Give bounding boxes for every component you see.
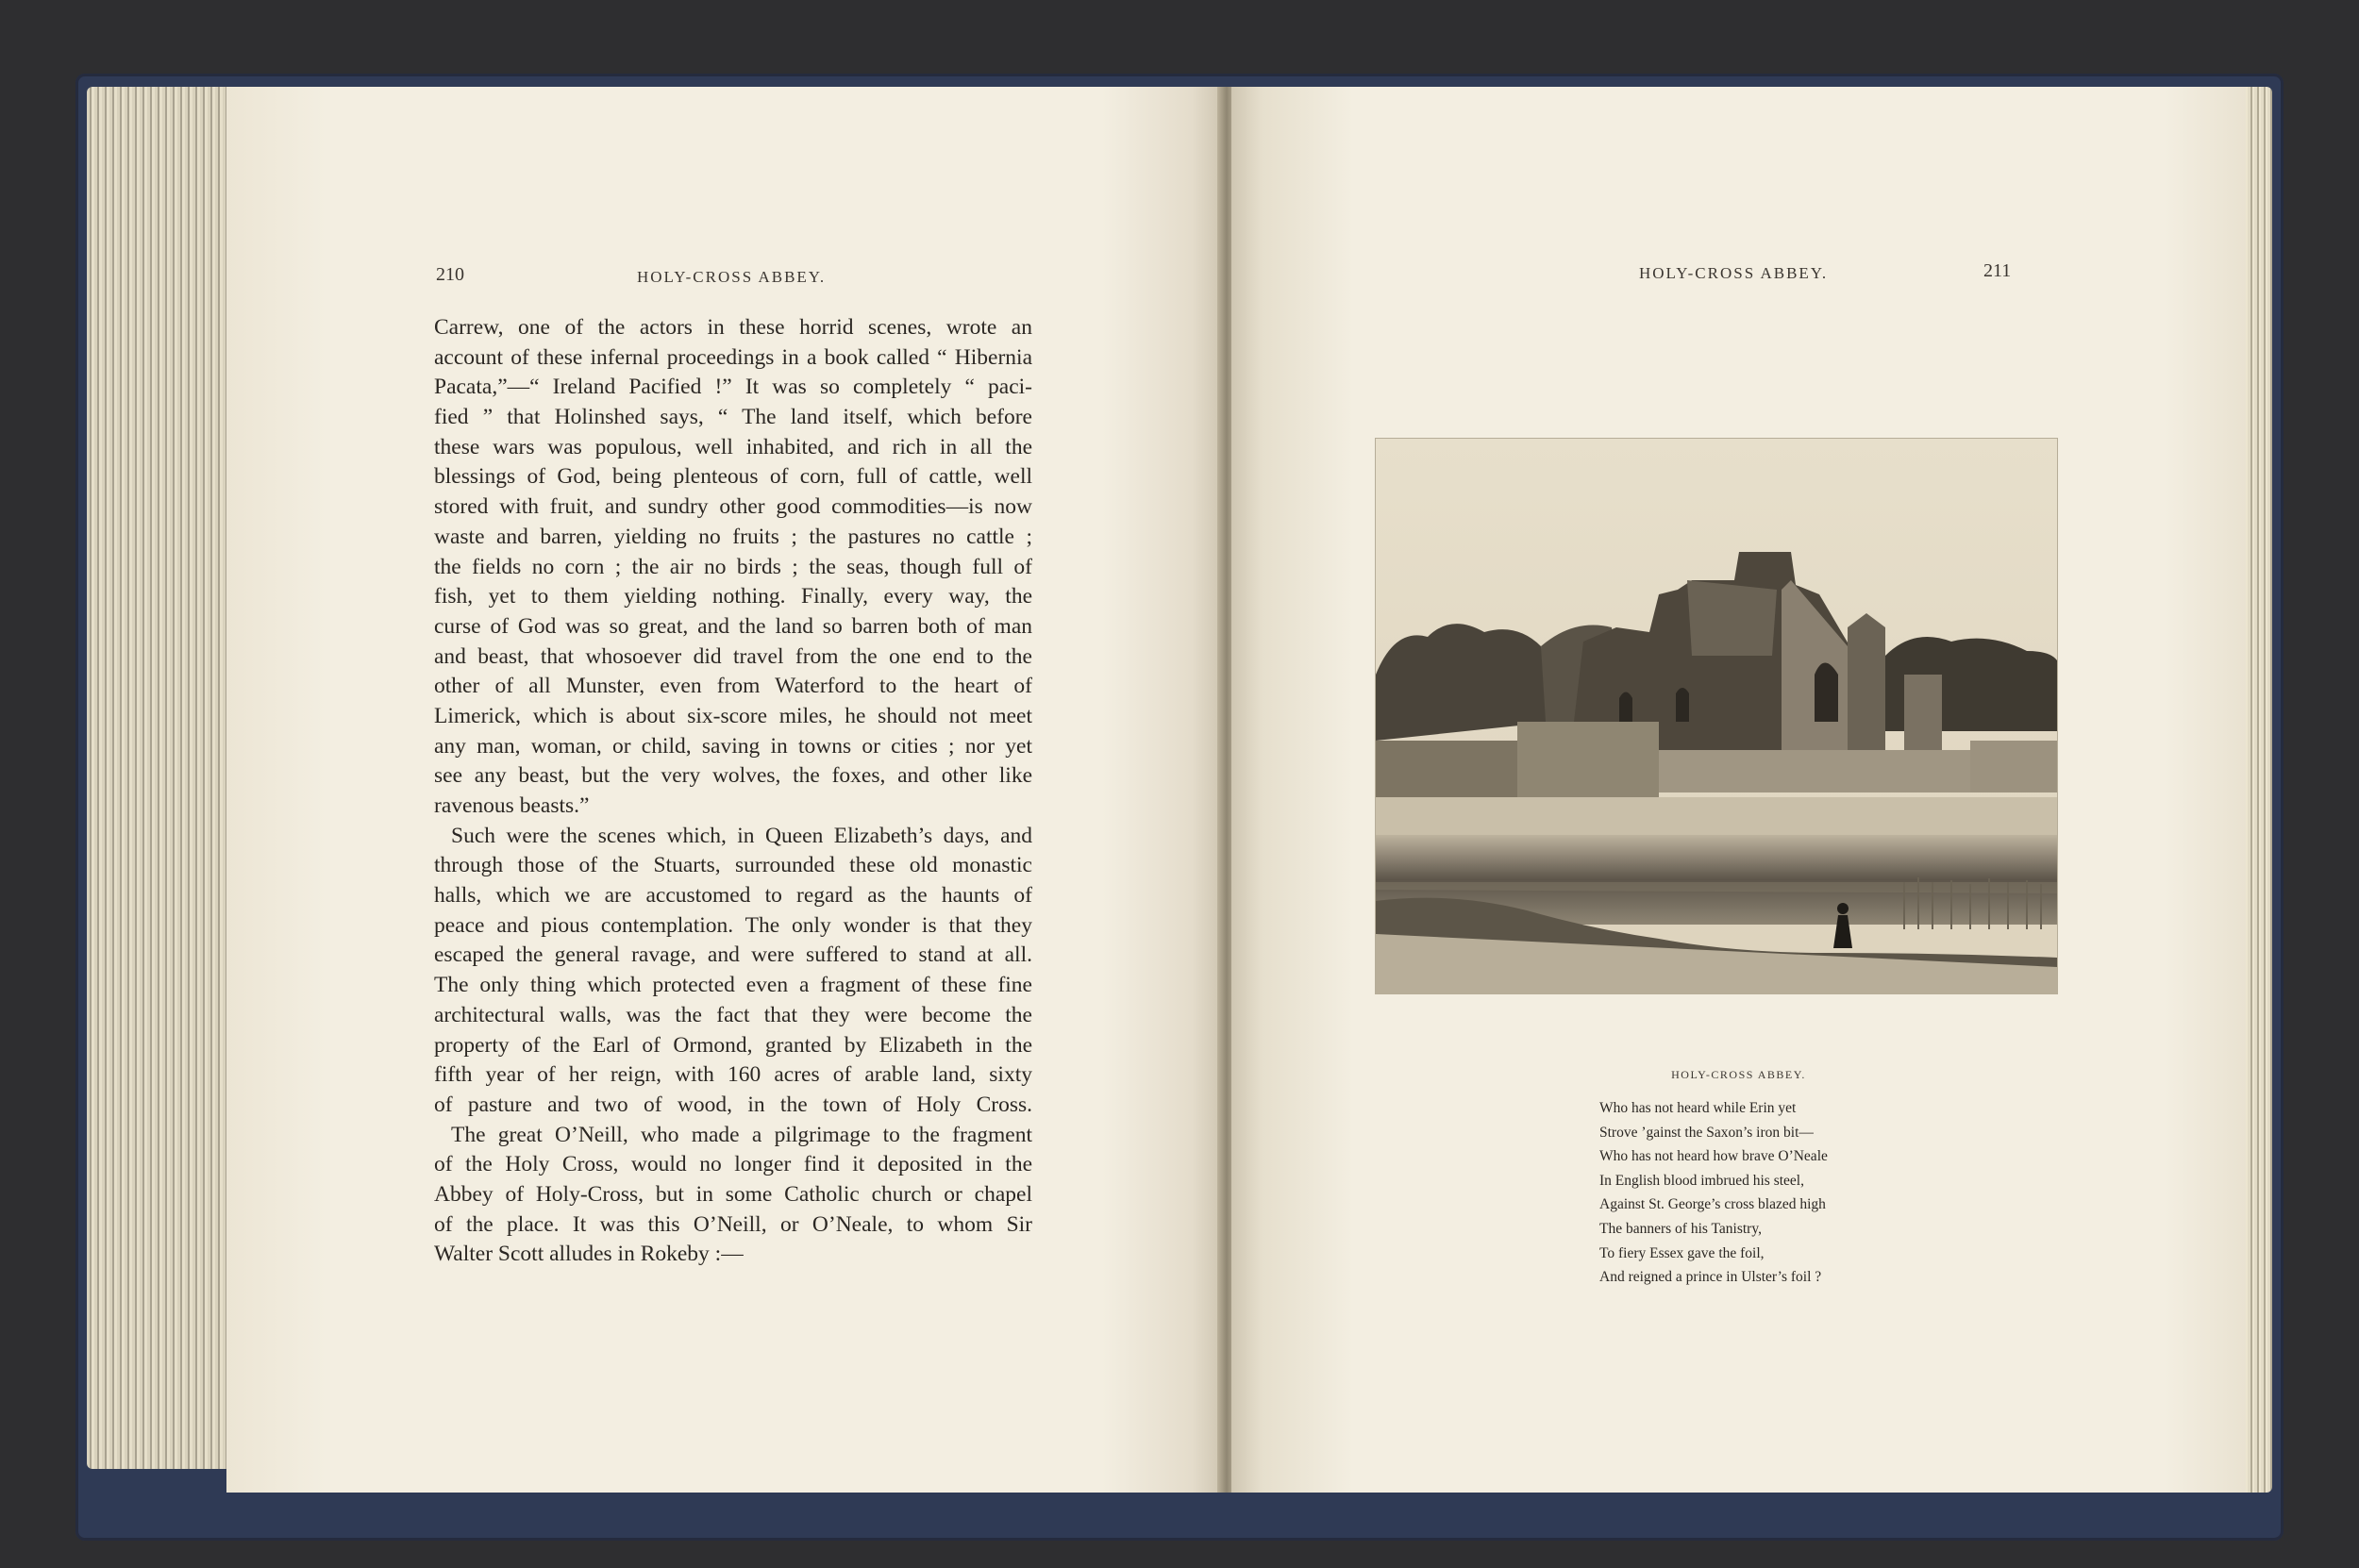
verse-block bbox=[1599, 1096, 1901, 1290]
text-line: property of the Earl of Ormond, granted by Elizabeth in the bbox=[434, 1032, 1032, 1058]
running-head-right: HOLY-CROSS ABBEY. bbox=[1639, 264, 1829, 282]
text-line: The only thing which protected even a fragment of these fine bbox=[434, 973, 1032, 998]
page-edges-left bbox=[87, 87, 245, 1469]
text-line: Limerick, which is about six-score miles, he should not meet bbox=[434, 703, 1032, 728]
text-line: architectural walls, was the fact that they were become the bbox=[434, 1002, 1032, 1027]
text-line: blessings of God, being plenteous of corn, full of cattle, well bbox=[434, 464, 1032, 490]
verse-line: Strove ’gainst the Saxon’s iron bit— bbox=[1599, 1124, 1814, 1141]
text-line: and beast, that whosoever did travel from the one end to the bbox=[434, 643, 1032, 669]
text-line: of the Holy Cross, would no longer find it deposited in the bbox=[434, 1152, 1032, 1177]
text-line: Carrew, one of the actors in these horrid scenes, wrote an bbox=[434, 315, 1032, 340]
text-line: account of these infernal proceedings in a book called “ Hibernia bbox=[434, 344, 1032, 370]
text-line: any man, woman, or child, saving in towns or cities ; nor yet bbox=[434, 733, 1032, 759]
text-line: stored with fruit, and sundry other good commodities—is now bbox=[434, 494, 1032, 520]
right-page bbox=[1231, 87, 2246, 1493]
text-line: fish, yet to them yielding nothing. Finally, every way, the bbox=[434, 584, 1032, 609]
text-line: see any beast, but the very wolves, the foxes, and other like bbox=[434, 763, 1032, 789]
text-line: Pacata,”—“ Ireland Pacified !” It was so completely “ paci- bbox=[434, 375, 1032, 400]
text-line: ravenous beasts.” bbox=[434, 793, 590, 818]
text-line: The great O’Neill, who made a pilgrimage to the fragment bbox=[451, 1122, 1032, 1147]
verse-line: Who has not heard while Erin yet bbox=[1599, 1100, 1797, 1116]
verse-line: Who has not heard how brave O’Neale bbox=[1599, 1148, 1828, 1165]
verse-line: The banners of his Tanistry, bbox=[1599, 1220, 1762, 1237]
body-text bbox=[434, 313, 1032, 1270]
text-line: these wars was populous, well inhabited, and rich in all the bbox=[434, 434, 1032, 459]
verse-line: To fiery Essex gave the foil, bbox=[1599, 1244, 1765, 1261]
page-number-right: 211 bbox=[1983, 260, 2012, 281]
text-line: waste and barren, yielding no fruits ; the pastures no cattle ; bbox=[434, 524, 1032, 549]
text-line: fifth year of her reign, with 160 acres of arable land, sixty bbox=[434, 1062, 1032, 1088]
text-line: other of all Munster, even from Waterford to the heart of bbox=[434, 674, 1032, 699]
verse-line: In English blood imbrued his steel, bbox=[1599, 1172, 1804, 1189]
text-line: Such were the scenes which, in Queen Elizabeth’s days, and bbox=[451, 823, 1032, 848]
text-line: fied ” that Holinshed says, “ The land itself, which before bbox=[434, 405, 1032, 430]
text-line: of the place. It was this O’Neill, or O’Neale, to whom Sir bbox=[434, 1211, 1032, 1237]
text-line: curse of God was so great, and the land so barren both of man bbox=[434, 613, 1032, 639]
verse-line: And reigned a prince in Ulster’s foil ? bbox=[1599, 1269, 1822, 1286]
text-line: halls, which we are accustomed to regard as the haunts of bbox=[434, 883, 1032, 909]
page-number-left: 210 bbox=[436, 264, 464, 285]
left-page bbox=[226, 87, 1222, 1493]
text-line: Abbey of Holy-Cross, but in some Catholic church or chapel bbox=[434, 1181, 1032, 1207]
verse-line: Against St. George’s cross blazed high bbox=[1599, 1196, 1826, 1213]
photo-caption: HOLY-CROSS ABBEY. bbox=[1671, 1068, 1806, 1081]
text-line: escaped the general ravage, and were suffered to stand at all. bbox=[434, 942, 1032, 968]
text-line: of pasture and two of wood, in the town of Holy Cross. bbox=[434, 1092, 1032, 1117]
abbey-photo-image bbox=[1376, 439, 2057, 993]
running-head-left: HOLY-CROSS ABBEY. bbox=[637, 268, 827, 286]
text-line: the fields no corn ; the air no birds ; the seas, though full of bbox=[434, 554, 1032, 579]
text-line: through those of the Stuarts, surrounded these old monastic bbox=[434, 853, 1032, 878]
text-line: peace and pious contemplation. The only wonder is that they bbox=[434, 912, 1032, 938]
abbey-photograph bbox=[1375, 438, 2058, 994]
text-line: Walter Scott alludes in Rokeby :— bbox=[434, 1242, 744, 1267]
